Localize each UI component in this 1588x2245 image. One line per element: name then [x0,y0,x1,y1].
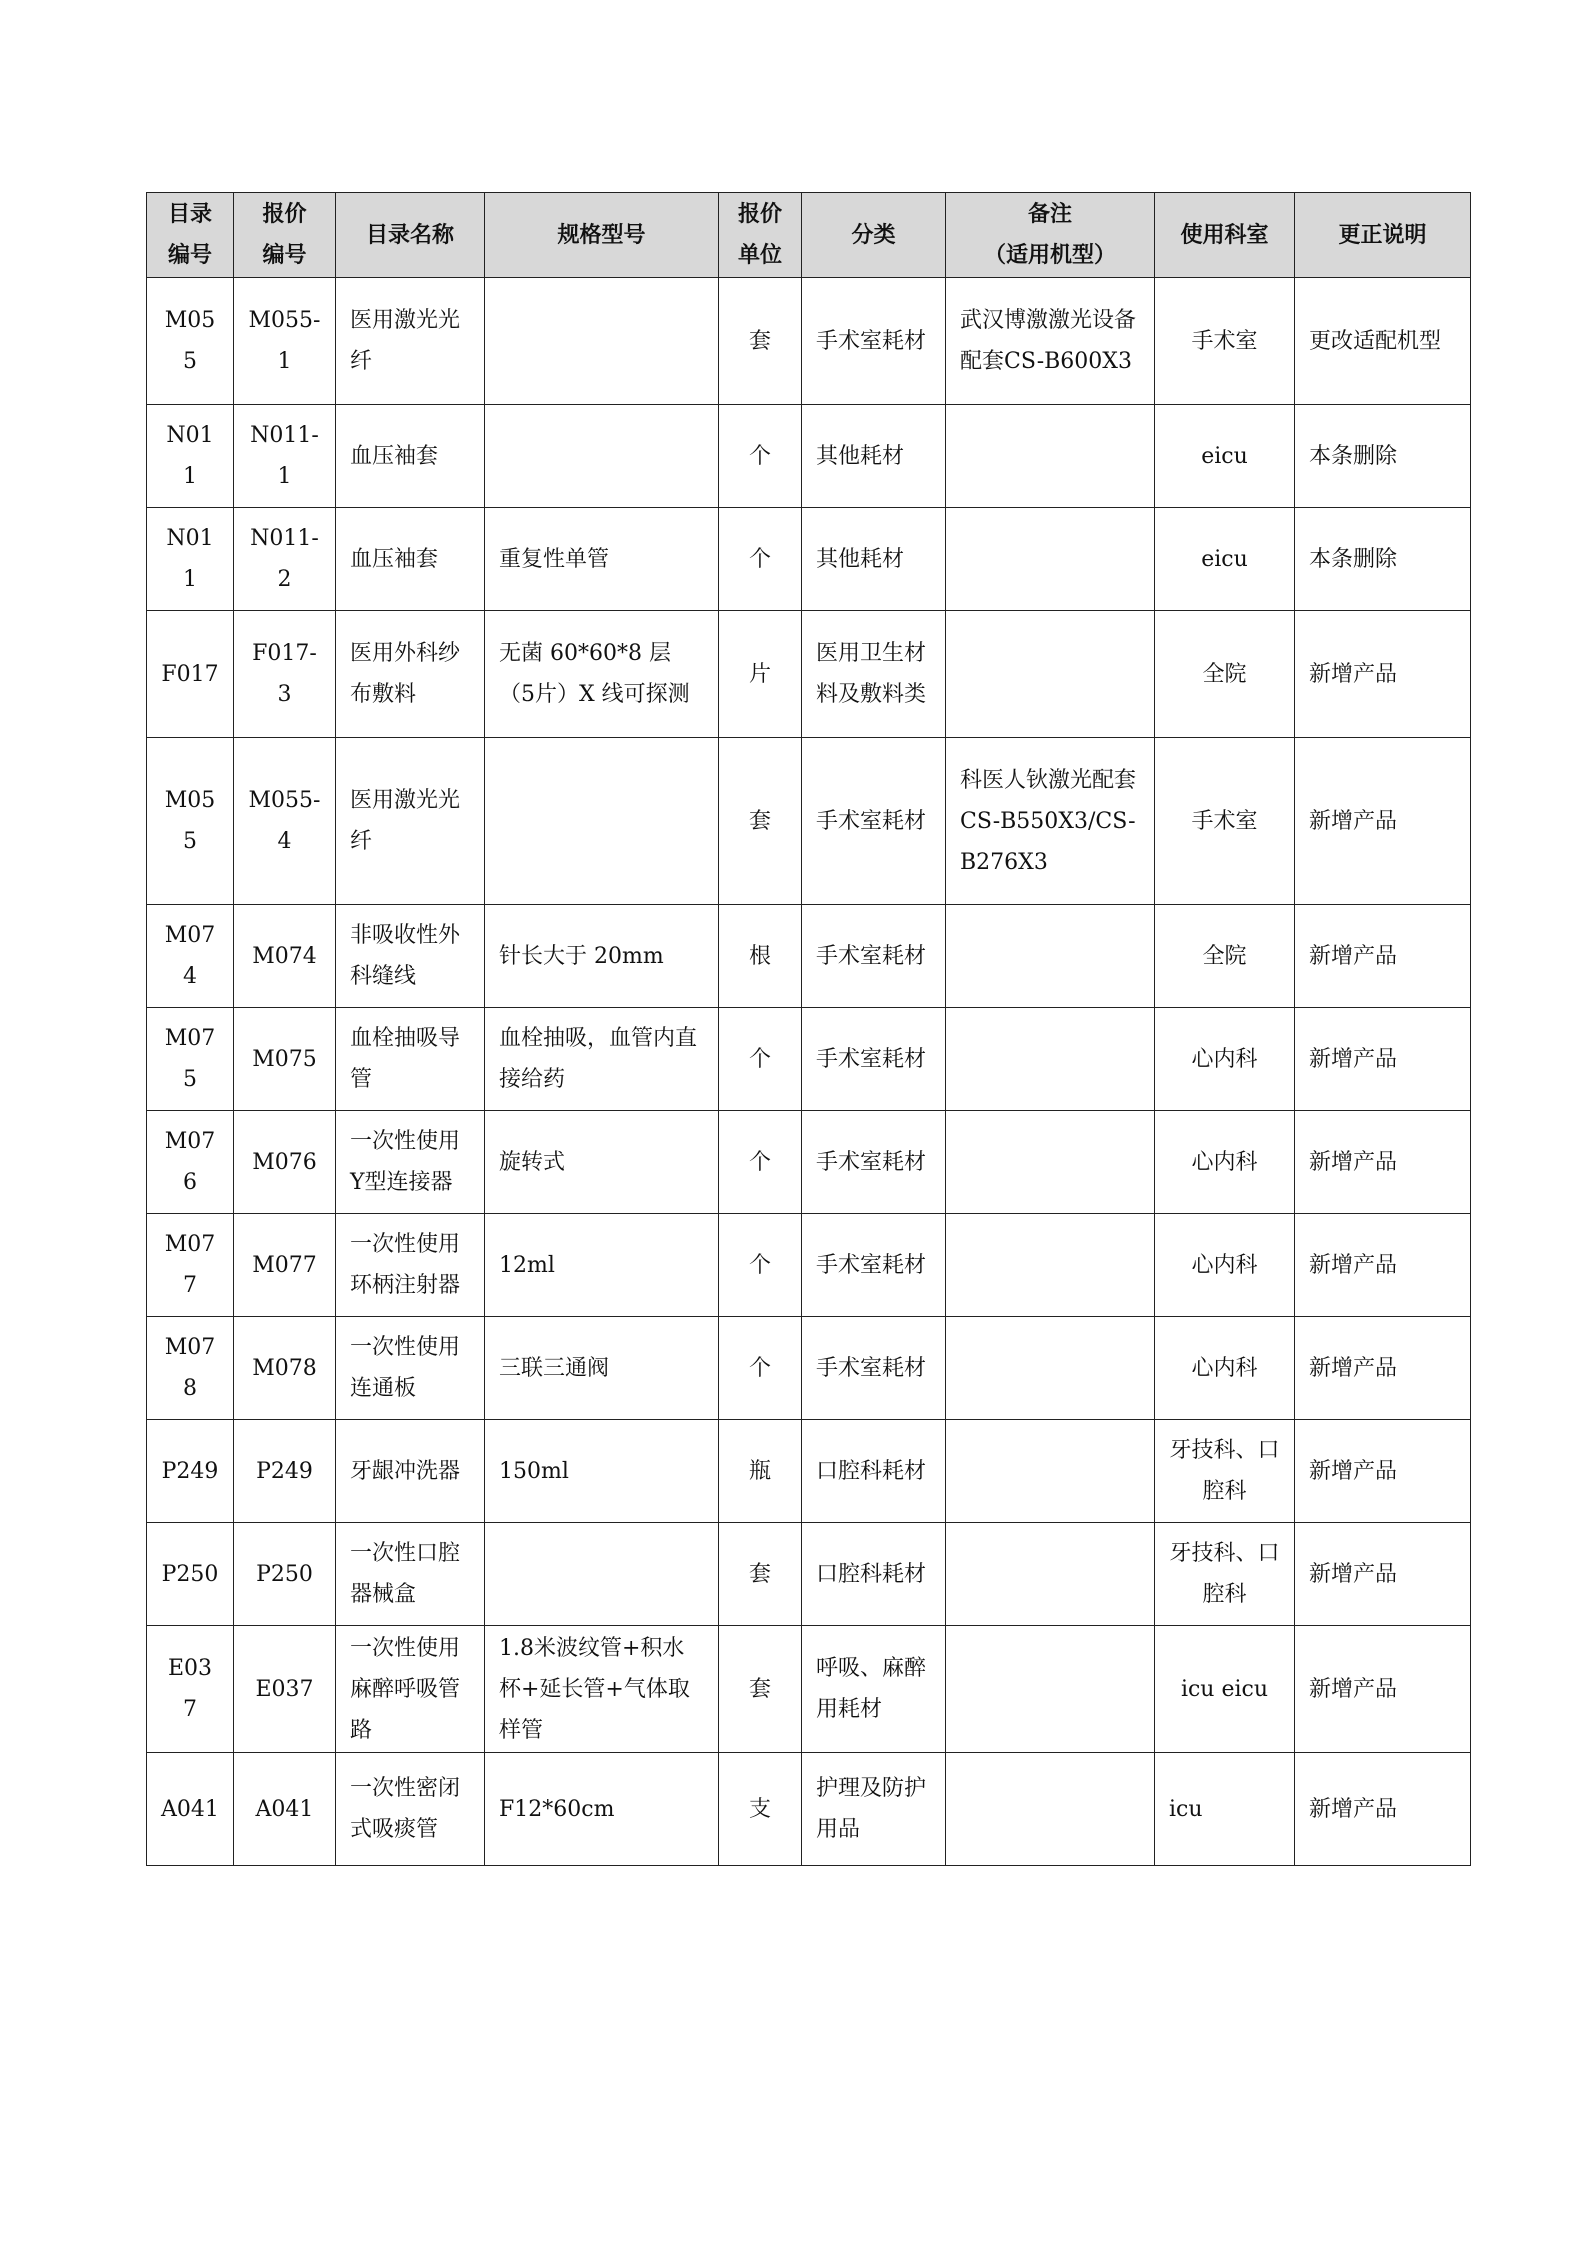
header-line: 分类 [851,222,896,248]
cell-spec-model: 重复性单管 [485,508,719,611]
cell-quote-unit: 套 [719,1626,802,1753]
cell-category: 手术室耗材 [802,1214,946,1317]
cell-category: 其他耗材 [802,508,946,611]
header-department [1155,193,1295,278]
cell-department: 牙技科、口腔科 [1155,1420,1295,1523]
cell-category: 口腔科耗材 [802,1420,946,1523]
cell-quote-no: M078 [234,1317,336,1420]
cell-correction: 新增产品 [1295,611,1471,738]
cell-correction: 新增产品 [1295,1420,1471,1523]
cell-correction: 新增产品 [1295,1753,1471,1866]
table-row [147,1420,1471,1523]
table-row [147,508,1471,611]
cell-quote-no: M055-1 [234,278,336,405]
cell-quote-unit: 个 [719,1214,802,1317]
cell-remark [946,905,1155,1008]
cell-remark [946,1420,1155,1523]
cell-spec-model: 血栓抽吸，血管内直接给药 [485,1008,719,1111]
header-catalog-no [147,193,234,278]
cell-category: 手术室耗材 [802,1008,946,1111]
cell-quote-unit: 支 [719,1753,802,1866]
cell-quote-no: P249 [234,1420,336,1523]
cell-quote-no: M075 [234,1008,336,1111]
cell-remark: 武汉博激激光设备配套CS-B600X3 [946,278,1155,405]
cell-spec-model: 12ml [485,1214,719,1317]
cell-catalog-no: M075 [147,1008,234,1111]
header-line: （适用机型） [983,243,1116,268]
cell-spec-model: 1.8米波纹管+积水杯+延长管+气体取样管 [485,1626,719,1753]
cell-spec-model: 150ml [485,1420,719,1523]
catalog-table [146,192,1471,1866]
cell-catalog-name: 一次性密闭式吸痰管 [336,1753,485,1866]
cell-department: eicu [1155,508,1295,611]
cell-remark: 科医人钬激光配套CS-B550X3/CS-B276X3 [946,738,1155,905]
cell-correction: 本条删除 [1295,508,1471,611]
cell-category: 口腔科耗材 [802,1523,946,1626]
cell-category: 手术室耗材 [802,1111,946,1214]
cell-quote-no: E037 [234,1626,336,1753]
cell-department: 手术室 [1155,738,1295,905]
cell-quote-no: M055-4 [234,738,336,905]
header-line: 报价 [737,202,782,227]
cell-correction: 新增产品 [1295,1111,1471,1214]
header-category [802,193,946,278]
cell-department: 心内科 [1155,1214,1295,1317]
cell-catalog-no: M076 [147,1111,234,1214]
cell-category: 呼吸、麻醉用耗材 [802,1626,946,1753]
cell-category: 手术室耗材 [802,738,946,905]
cell-spec-model: 旋转式 [485,1111,719,1214]
table-row [147,1523,1471,1626]
header-quote-unit [719,193,802,278]
cell-remark [946,1111,1155,1214]
cell-quote-unit: 瓶 [719,1420,802,1523]
cell-category: 手术室耗材 [802,905,946,1008]
cell-quote-unit: 套 [719,738,802,905]
cell-department: eicu [1155,405,1295,508]
cell-catalog-no: M055 [147,278,234,405]
cell-catalog-no: M078 [147,1317,234,1420]
header-line: 备注 [1027,202,1072,227]
cell-catalog-name: 医用外科纱布敷料 [336,611,485,738]
cell-correction: 更改适配机型 [1295,278,1471,405]
cell-quote-no: M074 [234,905,336,1008]
table-row [147,738,1471,905]
cell-quote-unit: 个 [719,1008,802,1111]
cell-correction: 本条删除 [1295,405,1471,508]
cell-remark [946,508,1155,611]
cell-spec-model [485,278,719,405]
table-row [147,1753,1471,1866]
cell-correction: 新增产品 [1295,1008,1471,1111]
header-line: 编号 [262,243,307,268]
table-row [147,278,1471,405]
cell-catalog-no: M077 [147,1214,234,1317]
cell-remark [946,1008,1155,1111]
cell-catalog-no: M055 [147,738,234,905]
cell-department: 全院 [1155,611,1295,738]
table-row [147,1214,1471,1317]
cell-catalog-name: 非吸收性外科缝线 [336,905,485,1008]
cell-catalog-no: E037 [147,1626,234,1753]
cell-spec-model: F12*60cm [485,1753,719,1866]
header-line: 使用科室 [1180,222,1269,248]
cell-catalog-name: 一次性使用环柄注射器 [336,1214,485,1317]
table-body [147,278,1471,1866]
cell-quote-no: N011-2 [234,508,336,611]
table-row [147,1008,1471,1111]
cell-remark [946,1214,1155,1317]
table-row [147,405,1471,508]
header-line: 目录 [167,202,212,227]
cell-quote-unit: 根 [719,905,802,1008]
cell-catalog-name: 医用激光光纤 [336,738,485,905]
cell-correction: 新增产品 [1295,738,1471,905]
cell-remark [946,405,1155,508]
cell-department: icu eicu [1155,1626,1295,1753]
cell-quote-unit: 个 [719,508,802,611]
cell-correction: 新增产品 [1295,1523,1471,1626]
cell-quote-unit: 片 [719,611,802,738]
cell-department: 手术室 [1155,278,1295,405]
header-line: 更正说明 [1338,222,1427,248]
header-line: 目录名称 [365,222,454,248]
cell-catalog-name: 医用激光光纤 [336,278,485,405]
header-line: 规格型号 [557,222,646,248]
cell-quote-no: M076 [234,1111,336,1214]
cell-spec-model: 三联三通阀 [485,1317,719,1420]
cell-department: 心内科 [1155,1111,1295,1214]
cell-catalog-no: P250 [147,1523,234,1626]
cell-catalog-no: N011 [147,508,234,611]
cell-department: 心内科 [1155,1008,1295,1111]
cell-spec-model [485,405,719,508]
cell-catalog-name: 一次性口腔器械盒 [336,1523,485,1626]
cell-catalog-name: 血压袖套 [336,405,485,508]
cell-catalog-name: 血栓抽吸导管 [336,1008,485,1111]
header-line: 报价 [262,202,307,227]
cell-quote-unit: 个 [719,1111,802,1214]
cell-correction: 新增产品 [1295,905,1471,1008]
cell-catalog-name: 血压袖套 [336,508,485,611]
cell-department: icu [1155,1753,1295,1866]
cell-spec-model [485,1523,719,1626]
table-header-row [147,193,1471,278]
table-row [147,1111,1471,1214]
header-line: 单位 [737,243,782,268]
table-row [147,1317,1471,1420]
cell-quote-unit: 个 [719,405,802,508]
header-catalog-name [336,193,485,278]
header-spec-model [485,193,719,278]
cell-quote-unit: 套 [719,1523,802,1626]
header-correction [1295,193,1471,278]
cell-spec-model: 针长大于 20mm [485,905,719,1008]
table-row [147,1626,1471,1753]
cell-quote-unit: 个 [719,1317,802,1420]
cell-correction: 新增产品 [1295,1626,1471,1753]
cell-department: 牙技科、口腔科 [1155,1523,1295,1626]
table-row [147,905,1471,1008]
cell-catalog-no: P249 [147,1420,234,1523]
cell-category: 护理及防护用品 [802,1753,946,1866]
cell-remark [946,611,1155,738]
cell-catalog-name: 一次性使用Y型连接器 [336,1111,485,1214]
cell-remark [946,1626,1155,1753]
cell-quote-no: P250 [234,1523,336,1626]
cell-catalog-name: 牙龈冲洗器 [336,1420,485,1523]
cell-quote-no: N011-1 [234,405,336,508]
header-remark [946,193,1155,278]
cell-category: 其他耗材 [802,405,946,508]
cell-catalog-no: A041 [147,1753,234,1866]
cell-category: 手术室耗材 [802,278,946,405]
cell-correction: 新增产品 [1295,1214,1471,1317]
header-line: 编号 [167,243,212,268]
cell-spec-model: 无菌 60*60*8 层（5片）X 线可探测 [485,611,719,738]
cell-remark [946,1753,1155,1866]
cell-catalog-name: 一次性使用麻醉呼吸管路 [336,1626,485,1753]
cell-department: 全院 [1155,905,1295,1008]
cell-category: 医用卫生材料及敷料类 [802,611,946,738]
cell-catalog-name: 一次性使用连通板 [336,1317,485,1420]
cell-spec-model [485,738,719,905]
cell-catalog-no: N011 [147,405,234,508]
cell-remark [946,1317,1155,1420]
cell-quote-no: F017-3 [234,611,336,738]
cell-quote-no: A041 [234,1753,336,1866]
cell-category: 手术室耗材 [802,1317,946,1420]
header-quote-no [234,193,336,278]
cell-remark [946,1523,1155,1626]
table-row [147,611,1471,738]
cell-correction: 新增产品 [1295,1317,1471,1420]
cell-catalog-no: F017 [147,611,234,738]
cell-catalog-no: M074 [147,905,234,1008]
cell-quote-unit: 套 [719,278,802,405]
cell-quote-no: M077 [234,1214,336,1317]
cell-department: 心内科 [1155,1317,1295,1420]
